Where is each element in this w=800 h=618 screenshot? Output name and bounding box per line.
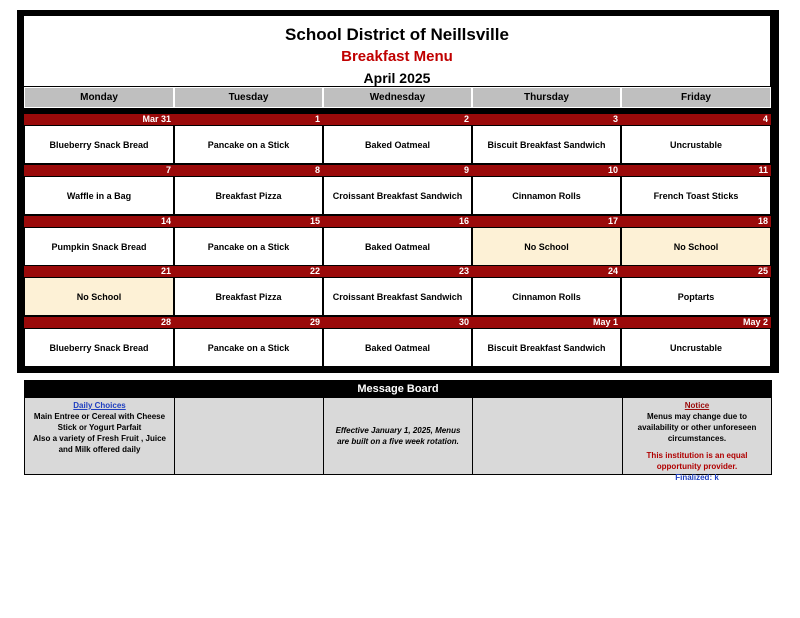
menu-item-cell: Pancake on a Stick: [175, 228, 322, 265]
date-label: 15: [174, 216, 323, 227]
date-label: May 2: [621, 317, 771, 328]
date-label: 2: [323, 114, 472, 125]
daily-choices-text: Main Entree or Cereal with Cheese Stick or Yogurt Parfait: [33, 412, 166, 432]
date-label: 23: [323, 266, 472, 277]
menu-item-cell: Breakfast Pizza: [175, 278, 322, 315]
finalized-text: Finalized: k: [675, 473, 719, 482]
menu-item-cell: Baked Oatmeal: [324, 329, 471, 366]
date-label: 17: [472, 216, 621, 227]
day-header-wednesday: Wednesday: [323, 87, 472, 108]
notice-heading: Notice: [684, 401, 710, 410]
menu-item-cell: Biscuit Breakfast Sandwich: [473, 126, 620, 163]
menu-item-cell: No School: [622, 228, 770, 265]
date-label: 1: [174, 114, 323, 125]
district-title: School District of Neillsville: [285, 25, 509, 44]
menu-item-cell: No School: [25, 278, 173, 315]
date-label: May 1: [472, 317, 621, 328]
message-board-title: Message Board: [25, 381, 771, 398]
equal-opportunity-text: This institution is an equal opportunity provider.: [646, 451, 748, 471]
date-label: 3: [472, 114, 621, 125]
date-label: 21: [24, 266, 174, 277]
date-label: 30: [323, 317, 472, 328]
rotation-panel: [323, 398, 472, 474]
menu-item-cell: Croissant Breakfast Sandwich: [324, 278, 471, 315]
date-label: 4: [621, 114, 771, 125]
menu-item-cell: Waffle in a Bag: [25, 177, 173, 214]
menu-item-cell: Poptarts: [622, 278, 770, 315]
date-label: 11: [621, 165, 771, 176]
day-header-tuesday: Tuesday: [174, 87, 323, 108]
menu-title: Breakfast Menu: [341, 48, 453, 65]
month-title: April 2025: [363, 70, 431, 86]
date-label: 16: [323, 216, 472, 227]
day-header-friday: Friday: [621, 87, 771, 108]
message-board: [24, 380, 772, 482]
date-label: 7: [24, 165, 174, 176]
date-label: 14: [24, 216, 174, 227]
date-label: 29: [174, 317, 323, 328]
daily-choices-panel: [25, 398, 174, 474]
date-label: 24: [472, 266, 621, 277]
message-blank-1: [174, 398, 323, 474]
menu-item-cell: Pumpkin Snack Bread: [25, 228, 173, 265]
title-block: [24, 16, 770, 86]
date-label: 8: [174, 165, 323, 176]
date-label: 22: [174, 266, 323, 277]
menu-item-cell: Uncrustable: [622, 329, 770, 366]
daily-choices-heading: Daily Choices: [73, 401, 126, 410]
menu-item-cell: Croissant Breakfast Sandwich: [324, 177, 471, 214]
menu-item-cell: Cinnamon Rolls: [473, 278, 620, 315]
message-blank-2: [472, 398, 622, 474]
menu-item-cell: Biscuit Breakfast Sandwich: [473, 329, 620, 366]
notice-text: Menus may change due to availability or other unforeseen circumstances.: [637, 412, 757, 443]
menu-item-cell: Blueberry Snack Bread: [25, 126, 173, 163]
date-label: 18: [621, 216, 771, 227]
menu-item-cell: Baked Oatmeal: [324, 228, 471, 265]
menu-item-cell: Uncrustable: [622, 126, 770, 163]
rotation-note: Effective January 1, 2025, Menus are built on a five week rotation.: [335, 426, 461, 446]
menu-item-cell: Pancake on a Stick: [175, 126, 322, 163]
menu-item-cell: No School: [473, 228, 620, 265]
notice-panel: [622, 398, 771, 482]
menu-item-cell: Pancake on a Stick: [175, 329, 322, 366]
day-header-thursday: Thursday: [472, 87, 621, 108]
date-label: Mar 31: [24, 114, 174, 125]
date-label: 25: [621, 266, 771, 277]
menu-item-cell: Blueberry Snack Bread: [25, 329, 173, 366]
menu-item-cell: Breakfast Pizza: [175, 177, 322, 214]
menu-item-cell: French Toast Sticks: [622, 177, 770, 214]
date-label: 28: [24, 317, 174, 328]
daily-choices-extra: Also a variety of Fresh Fruit , Juice and Milk offered daily: [33, 434, 166, 454]
menu-item-cell: Baked Oatmeal: [324, 126, 471, 163]
date-label: 10: [472, 165, 621, 176]
menu-item-cell: Cinnamon Rolls: [473, 177, 620, 214]
date-label: 9: [323, 165, 472, 176]
day-header-monday: Monday: [24, 87, 174, 108]
